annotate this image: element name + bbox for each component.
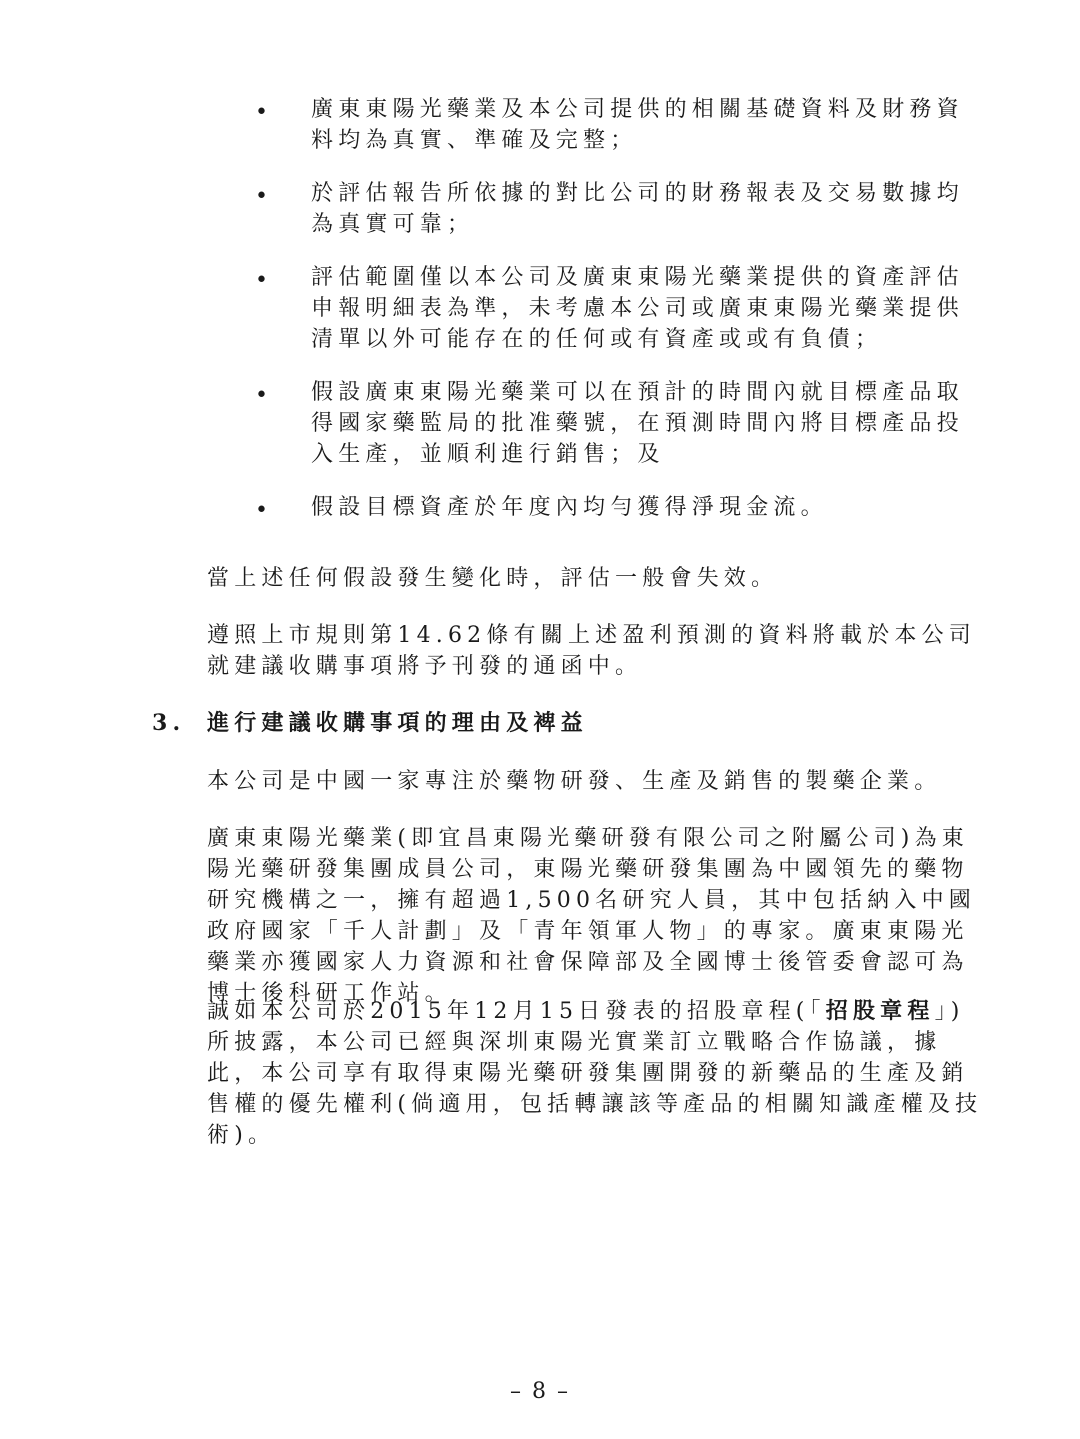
bullet-icon: • [255,498,268,523]
section-title: 進行建議收購事項的理由及裨益 [207,710,588,736]
bullet-text: 假設目標資產於年度內均勻獲得淨現金流。 [311,495,828,520]
bullet-icon: • [255,268,268,293]
prospectus-text-start: 誠如本公司於2015年12月15日發表的招股章程(「 [207,999,826,1024]
company-intro-paragraph: 本公司是中國一家專注於藥物研發、生產及銷售的製藥企業。 [207,769,942,794]
bullet-item [255,178,985,240]
bullet-item [255,262,985,355]
assumption-change-paragraph: 當上述任何假設發生變化時，評估一般會失效。 [207,566,779,591]
bullet-text: 於評估報告所依據的對比公司的財務報表及交易數據均為真實可靠； [311,181,964,237]
bullet-text: 廣東東陽光藥業及本公司提供的相關基礎資料及財務資料均為真實、準確及完整； [311,97,964,153]
page-number: – 8 – [510,1379,570,1404]
section-number: 3. [152,710,186,736]
bullet-icon: • [255,184,268,209]
subsidiary-paragraph: 廣東東陽光藥業(即宜昌東陽光藥研發有限公司之附屬公司)為東陽光藥研發集團成員公司，東陽光藥研發集團為中國領先的藥物研究機構之一，擁有超過1,500名研究人員，其中包括納入中國政府國家「千人計劃」及「青年領軍人物」的專家。廣東東陽光藥業亦獲國家人力資源和社會保障部及全國博士後管委會認可為博士後科研工作站。 [207,826,976,1006]
bullet-icon: • [255,100,268,125]
bullet-text: 評估範圍僅以本公司及廣東東陽光藥業提供的資產評估申報明細表為準，未考慮本公司或廣東東陽光藥業提供清單以外可能存在的任何或有資產或或有負債； [311,265,964,352]
bullet-text: 假設廣東東陽光藥業可以在預計的時間內就目標產品取得國家藥監局的批准藥號，在預測時間內將目標產品投入生產，並順利進行銷售；及 [311,380,964,467]
bullet-item [255,94,985,156]
assumption-bullet-list [255,94,985,545]
prospectus-paragraph [207,996,987,1151]
bullet-icon: • [255,383,268,408]
prospectus-defined-term: 招股章程 [825,998,935,1024]
bullet-item [255,492,985,523]
listing-rules-paragraph: 遵照上市規則第14.62條有關上述盈利預測的資料將載於本公司就建議收購事項將予刊發的通函中。 [207,623,976,679]
prospectus-text-end: 」)所披露，本公司已經與深圳東陽光實業訂立戰略合作協議，據此，本公司享有取得東陽光藥研發集團開發的新藥品的生產及銷售權的優先權利(倘適用，包括轉讓該等產品的相關知識產權及技術)。 [207,999,983,1148]
bullet-item [255,377,985,470]
